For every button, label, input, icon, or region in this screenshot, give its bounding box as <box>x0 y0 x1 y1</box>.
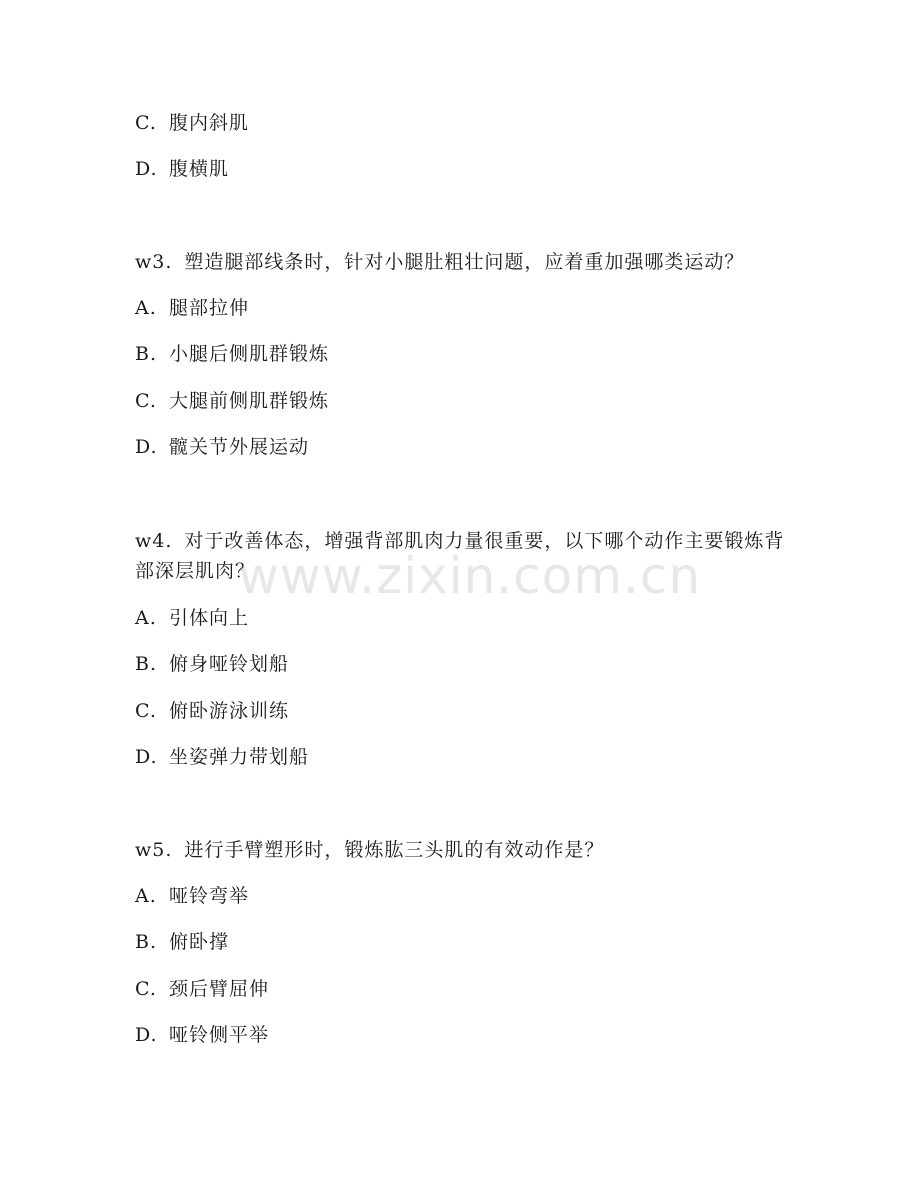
option-text: 大腿前侧肌群锻炼 <box>169 390 330 412</box>
option-letter: B. <box>135 343 158 365</box>
option-text: 腹横肌 <box>169 158 230 180</box>
option-text: 腿部拉伸 <box>169 297 250 319</box>
option-text: 俯身哑铃划船 <box>169 653 290 675</box>
q3-option-d <box>135 432 309 462</box>
option-text: 小腿后侧肌群锻炼 <box>169 343 330 365</box>
option-letter: A. <box>135 607 157 629</box>
question-text: 对于改善体态，增强背部肌肉力量很重要，以下哪个动作主要锻炼背部深层肌肉？ <box>135 530 785 582</box>
option-text: 俯卧撑 <box>169 931 230 953</box>
option-letter: A. <box>135 297 157 319</box>
q5-option-c <box>135 974 269 1004</box>
q3-option-b <box>135 339 329 369</box>
option-letter: D. <box>135 1024 158 1046</box>
question-number: w3. <box>135 251 173 273</box>
q5-option-d <box>135 1020 269 1050</box>
question-5 <box>135 835 795 865</box>
option-letter: C. <box>135 112 157 134</box>
option-letter: D. <box>135 746 158 768</box>
option-text: 髋关节外展运动 <box>169 436 310 458</box>
option-letter: B. <box>135 931 158 953</box>
question-3 <box>135 247 795 277</box>
q3-option-a <box>135 293 249 323</box>
option-text: 颈后臂屈伸 <box>169 978 270 1000</box>
question-number: w4. <box>135 530 173 552</box>
watermark: www.zixin.com.cn <box>238 547 702 605</box>
option-letter: B. <box>135 653 158 675</box>
option-letter: A. <box>135 885 157 907</box>
q3-option-c <box>135 386 329 416</box>
option-text: 引体向上 <box>169 607 250 629</box>
q4-option-c <box>135 696 289 726</box>
option-text: 哑铃弯举 <box>169 885 250 907</box>
option-letter: D. <box>135 436 158 458</box>
option-letter: C. <box>135 390 157 412</box>
option-letter: D. <box>135 158 158 180</box>
q4-option-d <box>135 742 309 772</box>
question-number: w5. <box>135 839 173 861</box>
option-text: 俯卧游泳训练 <box>169 700 290 722</box>
q4-option-a <box>135 603 249 633</box>
q4-option-b <box>135 649 289 679</box>
option-letter: C. <box>135 700 157 722</box>
question-text: 进行手臂塑形时，锻炼肱三头肌的有效动作是？ <box>184 839 605 861</box>
prev-option-c <box>135 108 249 138</box>
question-text: 塑造腿部线条时，针对小腿肚粗壮问题，应着重加强哪类运动？ <box>184 251 745 273</box>
q5-option-a <box>135 881 249 911</box>
option-letter: C. <box>135 978 157 1000</box>
option-text: 坐姿弹力带划船 <box>169 746 310 768</box>
prev-option-d <box>135 154 229 184</box>
option-text: 哑铃侧平举 <box>169 1024 270 1046</box>
q5-option-b <box>135 927 229 957</box>
option-text: 腹内斜肌 <box>169 112 250 134</box>
